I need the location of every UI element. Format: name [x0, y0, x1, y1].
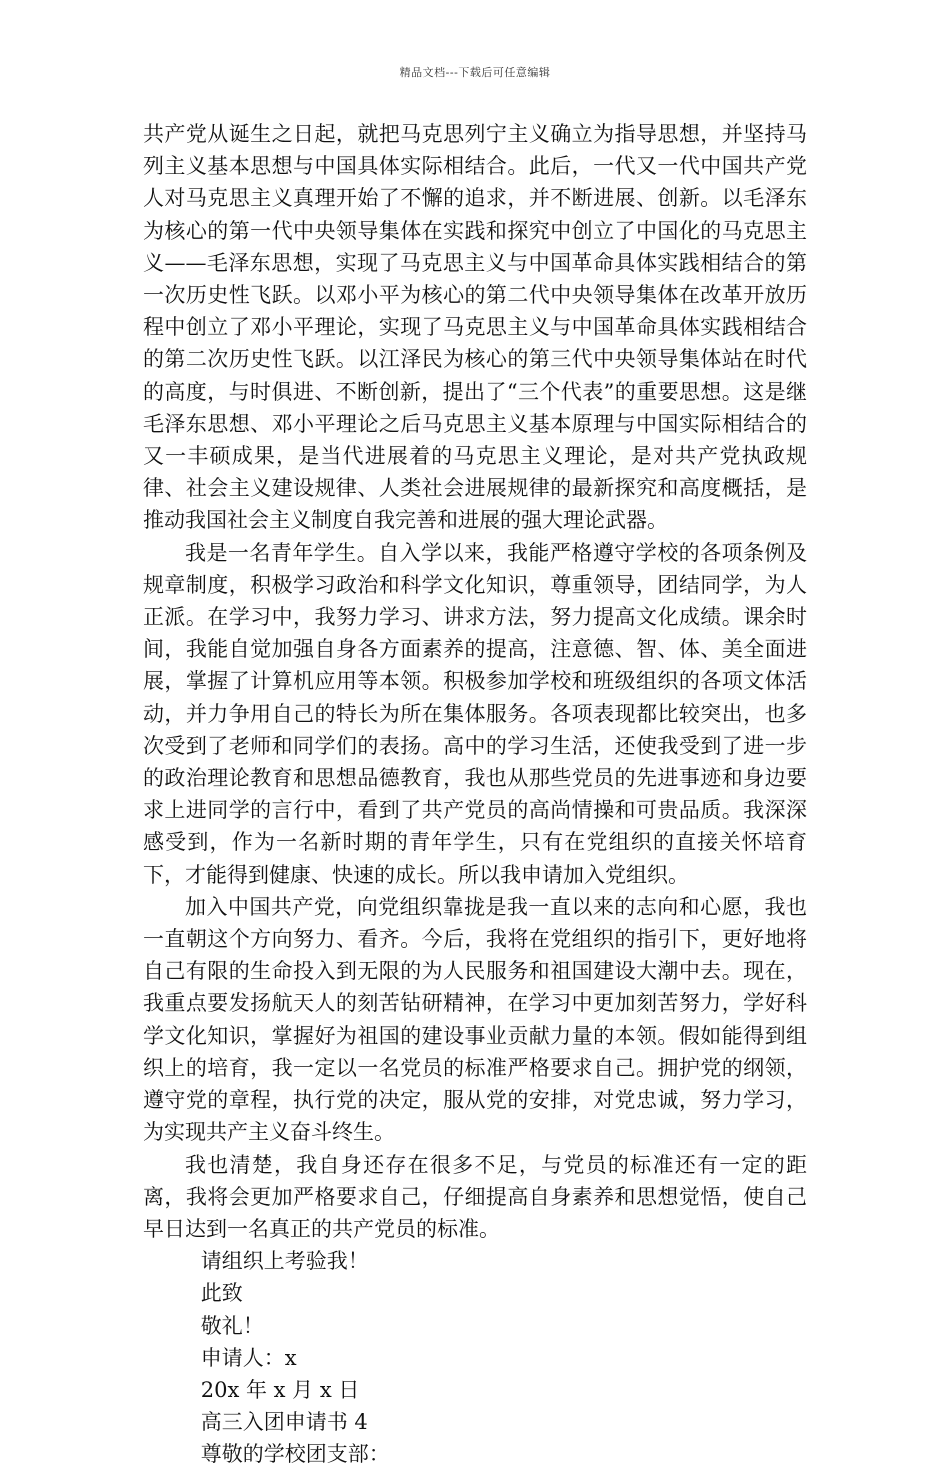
document-body: [143, 118, 807, 1471]
salutation-ci-zhi: 此致: [200, 1281, 243, 1306]
date-line: 20x 年 x 月 x 日: [200, 1377, 360, 1402]
paragraph-2: 我是一名青年学生。自入学以来，我能严格遵守学校的各项条例及规章制度，积极学习政治和科学文化知识，尊重领导，团结同学，为人正派。在学习中，我努力学习、讲求方法，努力提高文化成绩。课余时间，我能自觉加强自身各方面素养的提高，注意德、智、体、美全面进展，掌握了计算机应用等本领。积极参加学校和班级组织的各项文体活动，并力争用自己的特长为所在集体服务。各项表现都比较突出，也多次受到了老师和同学们的表扬。高中的学习生活，还使我受到了进一步的政治理论教育和思想品德教育，我也从那些党员的先进事迹和身边要求上进同学的言行中，看到了共产党员的高尚情操和可贵品质。我深深感受到，作为一名新时期的青年学生，只有在党组织的直接关怀培育下，才能得到健康、快速的成长。所以我申请加入党组织。: [143, 540, 807, 887]
paragraph-1: 共产党从诞生之日起，就把马克思列宁主义确立为指导思想，并坚持马列主义基本思想与中国具体实际相结合。此后，一代又一代中国共产党人对马克思主义真理开始了不懈的追求，并不断进展、创新。以毛泽东为核心的第一代中央领导集体在实践和探究中创立了中国化的马克思主义——毛泽东思想，实现了马克思主义与中国革命具体实践相结合的第一次历史性飞跃。以邓小平为核心的第二代中央领导集体在改革开放历程中创立了邓小平理论，实现了马克思主义与中国革命具体实践相结合的第二次历史性飞跃。以江泽民为核心的第三代中央领导集体站在时代的高度，与时俱进、不断创新，提出了“三个代表”的重要思想。这是继毛泽东思想、邓小平理论之后马克思主义基本原理与中国实际相结合的又一丰硕成果，是当代进展着的马克思主义理论，是对共产党执政规律、社会主义建设规律、人类社会进展规律的最新探究和高度概括，是推动我国社会主义制度自我完善和进展的强大理论武器。: [143, 122, 807, 533]
closing-request: 请组织上考验我！: [200, 1249, 369, 1274]
next-document-greeting: 尊敬的学校团支部：: [200, 1442, 390, 1467]
page-header: 精品文档---下载后可任意编辑: [399, 66, 551, 79]
paragraph-3: 加入中国共产党，向党组织靠拢是我一直以来的志向和心愿，我也一直朝这个方向努力、看齐。今后，我将在党组织的指引下，更好地将自己有限的生命投入到无限的为人民服务和祖国建设大潮中去。现在，我重点要发扬航天人的刻苦钻研精神，在学习中更加刻苦努力，学好科学文化知识，掌握好为祖国的建设事业贡献力量的本领。假如能得到组织上的培育，我一定以一名党员的标准严格要求自己。拥护党的纲领，遵守党的章程，执行党的决定，服从党的安排，对党忠诚，努力学习，为实现共产主义奋斗终生。: [143, 894, 807, 1145]
applicant-line: 申请人：x: [200, 1345, 297, 1370]
salutation-jing-li: 敬礼！: [200, 1313, 264, 1338]
next-document-title: 高三入团申请书 4: [200, 1410, 368, 1435]
paragraph-4: 我也清楚，我自身还存在很多不足，与党员的标准还有一定的距离，我将会更加严格要求自己，仔细提高自身素养和思想觉悟，使自己早日达到一名真正的共产党员的标准。: [143, 1152, 807, 1241]
